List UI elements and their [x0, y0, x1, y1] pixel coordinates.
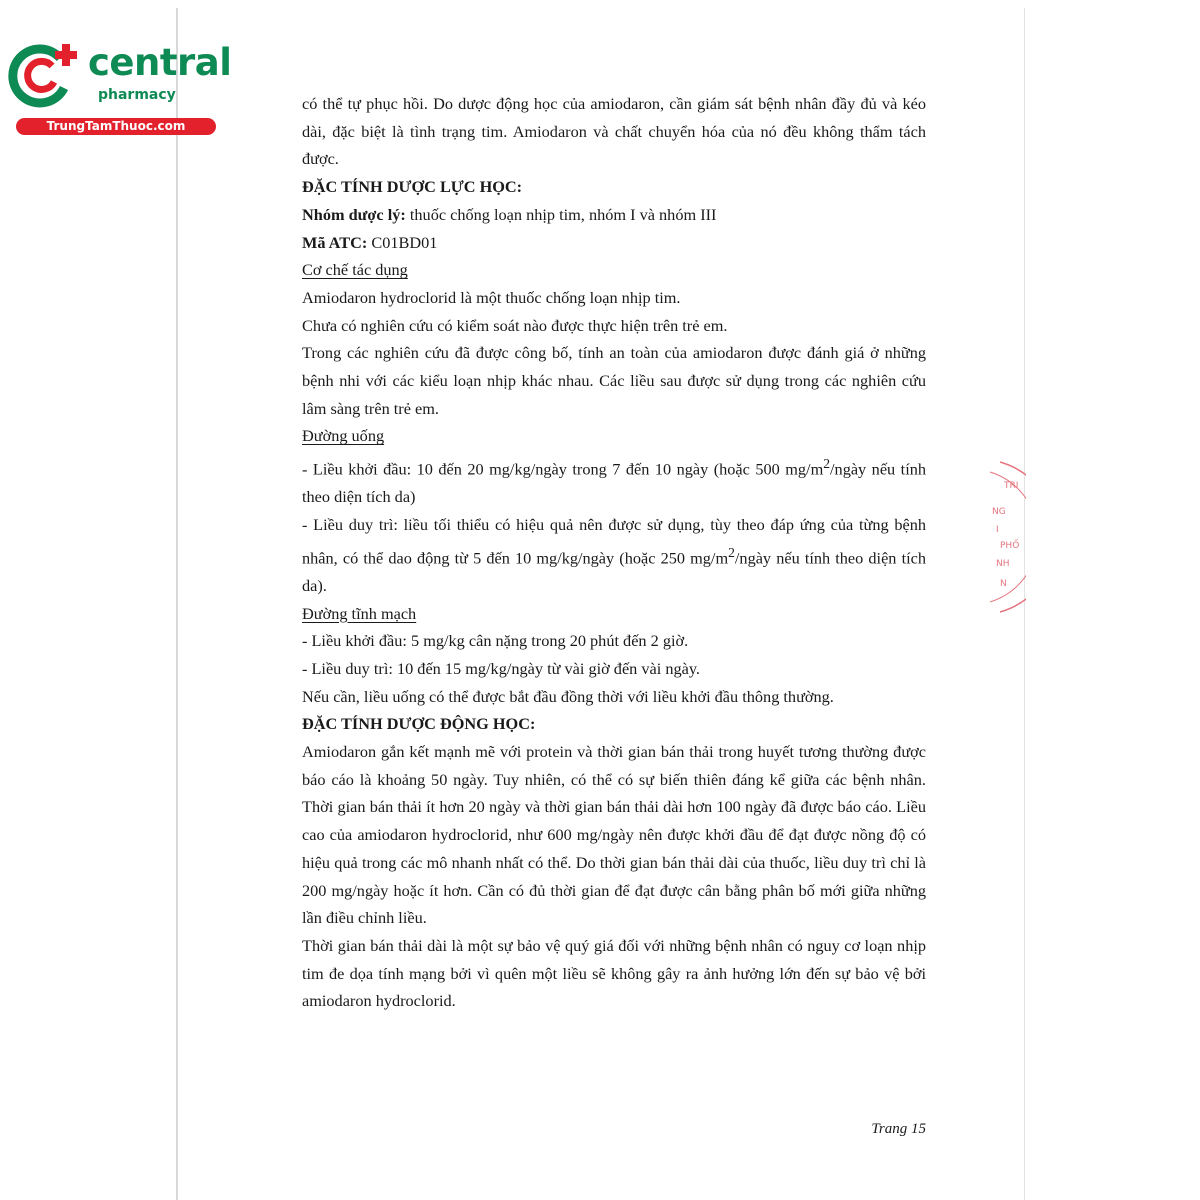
mechanism-sentence-1: Amiodaron hydroclorid là một thuốc chống loạn nhịp tim.: [302, 287, 681, 307]
pharmacodynamics-heading: ĐẶC TÍNH DƯỢC LỰC HỌC:: [302, 177, 523, 197]
iv-heading-line: [302, 600, 926, 628]
oral-maintenance-dose: [302, 511, 926, 600]
iv-maintenance-dose: - Liều duy trì: 10 đến 15 mg/kg/ngày từ vài giờ đến vài ngày.: [302, 658, 701, 678]
page-number: Trang 15: [871, 1121, 926, 1137]
pharmacy-cross-logo-icon: [8, 40, 82, 108]
logo-subtitle: pharmacy: [98, 87, 176, 103]
oral-loading-dose-text: - Liều khởi đầu: 10 đến 20 mg/kg/ngày trong 7 đến 10 ngày (hoặc 500 mg/m: [302, 459, 824, 479]
oral-loading-dose: [302, 450, 926, 511]
atc-code-line: [302, 229, 926, 257]
document-body: [302, 90, 926, 1015]
iv-route-heading: Đường tĩnh mạch: [302, 603, 417, 623]
pharmacokinetics-paragraph-2: Thời gian bán thải dài là một sự bảo vệ quý giá đối với những bệnh nhân có nguy cơ loạn nhịp tim đe dọa tính mạng bởi vì quên một liều sẽ không gây ra ảnh hưởng lớn đến sự bảo vệ bởi amiodaron hydroclorid.: [302, 935, 926, 1011]
pharmacokinetics-heading: ĐẶC TÍNH DƯỢC ĐỘNG HỌC:: [302, 714, 536, 734]
mechanism-heading: Cơ chế tác dụng: [302, 260, 408, 280]
iv-note: Nếu cần, liều uống có thể được bắt đầu đồng thời với liều khởi đầu thông thường.: [302, 686, 834, 706]
oral-maintenance-dose-superscript: 2: [728, 544, 735, 560]
oral-maintenance-dose-text-end: /ngày nếu tính theo diện tích da).: [302, 548, 926, 595]
stamp-text-3: I: [996, 525, 999, 535]
oral-route-heading: Đường uống: [302, 426, 385, 446]
logo-url-badge[interactable]: TrungTamThuoc.com: [16, 118, 216, 135]
red-stamp-fragment: [986, 458, 1026, 618]
oral-heading-line: [302, 422, 926, 450]
pharmacologic-group-line: [302, 201, 926, 229]
iv-loading-dose: - Liều khởi đầu: 5 mg/kg cân nặng trong 20 phút đến 2 giờ.: [302, 631, 689, 651]
stamp-text-1: TRI: [1004, 481, 1019, 491]
stamp-text-2: NG: [992, 507, 1006, 517]
pharmacologic-group-value: thuốc chống loạn nhịp tim, nhóm I và nhóm III: [405, 204, 717, 224]
oral-loading-dose-text-end: /ngày nếu tính theo diện tích da): [302, 459, 926, 507]
central-pharmacy-logo[interactable]: [8, 36, 232, 136]
pharmacokinetics-paragraph-1: Amiodaron gắn kết mạnh mẽ với protein và thời gian bán thải trong huyết tương thường được báo cáo là khoảng 50 ngày. Tuy nhiên, có thể có sự biến thiên đáng kể giữa các bệnh nhân. Thời gian bán thải ít hơn 20 ngày và thời gian bán thải dài hơn 100 ngày đã được báo cáo. Liều cao của amiodaron hydroclorid, như 600 mg/ngày nên được khởi đầu để đạt được nồng độ có hiệu quả trong các mô nhanh nhất có thể. Do thời gian bán thải dài của thuốc, liều duy trì chỉ là 200 mg/ngày hoặc ít hơn. Cần có đủ thời gian để đạt được cân bằng phân bố mới giữa những lần điều chỉnh liều.: [302, 742, 926, 928]
logo-name: central: [88, 41, 232, 84]
mechanism-sentence-2: Chưa có nghiên cứu có kiểm soát nào được thực hiện trên trẻ em.: [302, 315, 728, 335]
mechanism-heading-line: [302, 256, 926, 284]
atc-code-value: C01BD01: [367, 232, 438, 252]
stamp-text-5: NH: [996, 559, 1010, 569]
stamp-text-4: PHỐ: [1000, 541, 1020, 551]
pharmacologic-group-label: Nhóm dược lý:: [302, 204, 406, 224]
atc-code-label: Mã ATC:: [302, 232, 368, 252]
stamp-text-6: N: [1000, 579, 1007, 589]
oral-maintenance-dose-text: - Liều duy trì: liều tối thiểu có hiệu quả nên được sử dụng, tùy theo đáp ứng của từng bệnh nhân, có thể dao động từ 5 đến 10 mg/kg/ngày (hoặc 250 mg/m: [302, 514, 926, 568]
intro-paragraph: có thể tự phục hồi. Do dược động học của amiodaron, cần giám sát bệnh nhân đầy đủ và kéo dài, đặc biệt là tình trạng tim. Amiodaron và chất chuyển hóa của nó đều không thẩm tách được.: [302, 94, 926, 169]
oral-loading-dose-superscript: 2: [823, 456, 831, 472]
mechanism-paragraph-3: Trong các nghiên cứu đã được công bố, tính an toàn của amiodaron được đánh giá ở những bệnh nhi với các kiểu loạn nhịp khác nhau. Các liều sau được sử dụng trong các nghiên cứu lâm sàng trên trẻ em.: [302, 343, 926, 418]
